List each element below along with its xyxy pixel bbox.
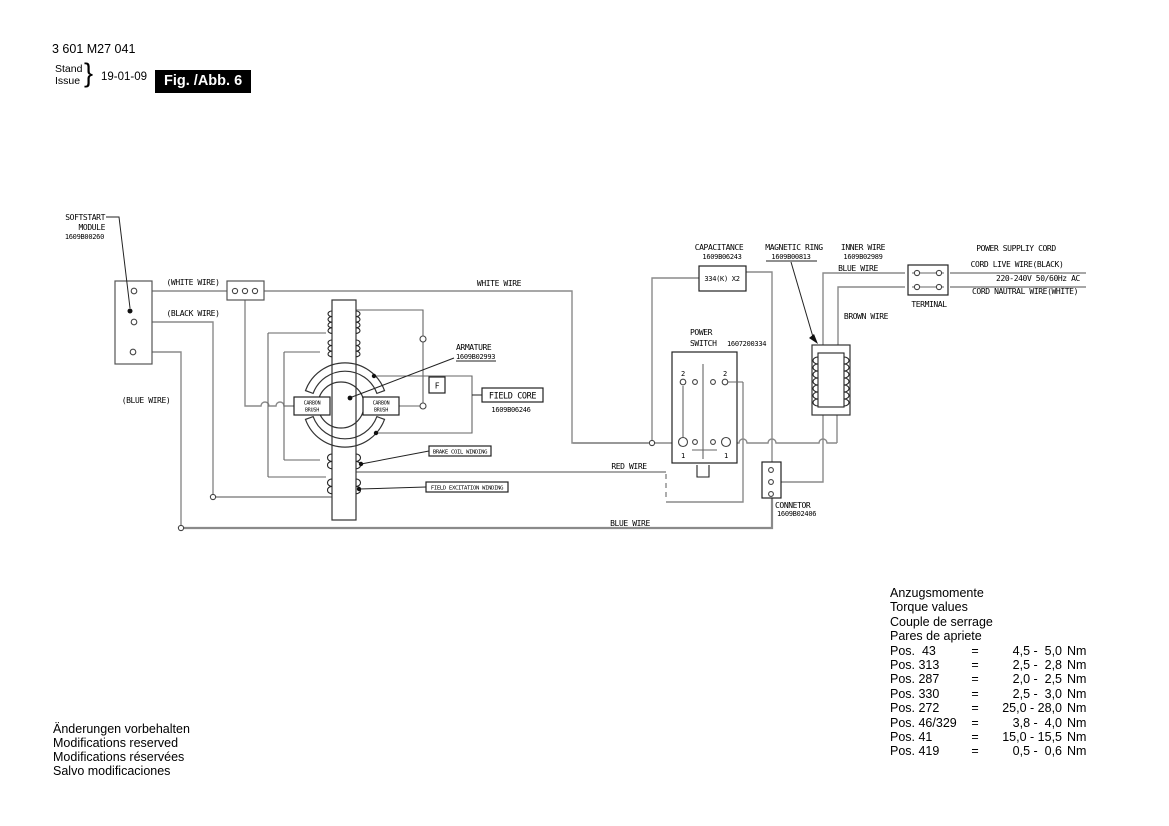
armature-label: ARMATURE — [456, 343, 492, 352]
connector-part-number: 1609B02406 — [777, 510, 817, 518]
power-cord-labels — [971, 244, 1081, 296]
torque-pos: Pos. 313 — [890, 658, 940, 673]
torque-row — [890, 716, 1086, 730]
torque-row — [890, 644, 1086, 658]
equals-sign: = — [971, 701, 979, 716]
three-pin-connector — [227, 281, 264, 300]
connector-label: CONNETOR — [775, 501, 811, 510]
torque-row — [890, 701, 1086, 715]
junction-dot — [210, 494, 215, 499]
power-switch-label-2: SWITCH — [690, 339, 717, 348]
power-switch-label-1: POWER — [690, 328, 713, 337]
terminal-label: TERMINAL — [911, 300, 947, 309]
torque-unit: Nm — [1067, 701, 1087, 716]
cord-neutral-wire-label: CORD NAUTRAL WIRE(WHITE) — [972, 287, 1078, 296]
torque-range: 4,5 - 5,0 — [1012, 643, 1062, 658]
torque-pos: Pos. 419 — [890, 744, 940, 759]
equals-sign: = — [971, 672, 979, 687]
torque-row — [890, 687, 1086, 701]
torque-heading-de: Anzugsmomente — [890, 586, 984, 600]
equals-sign: = — [971, 715, 979, 730]
softstart-label-2: MODULE — [78, 223, 105, 232]
field-core-part-number: 1609B06246 — [491, 406, 531, 414]
brake-coil-winding-label: BRAKE COIL WINDING — [432, 449, 488, 456]
capacitor — [695, 243, 746, 291]
white-wire-label: WHITE WIRE — [476, 279, 522, 288]
issue-label: Issue — [55, 74, 81, 87]
torque-heading-fr: Couple de serrage — [890, 614, 993, 629]
torque-pos: Pos. 287 — [890, 672, 940, 687]
magnetic-ring-part-number: 1609B00813 — [771, 253, 811, 261]
torque-unit: Nm — [1067, 730, 1087, 745]
stand-label: Stand — [55, 63, 83, 75]
torque-pos: Pos. 46/329 — [890, 715, 957, 730]
torque-unit: Nm — [1067, 643, 1087, 658]
softstart-label-1: SOFTSTART — [65, 213, 105, 222]
torque-unit: Nm — [1067, 686, 1087, 701]
equals-sign: = — [971, 686, 979, 701]
red-wire-label: RED WIRE — [611, 462, 647, 471]
torque-pos: Pos. 330 — [890, 686, 940, 701]
carbon-brush-right-label2: BRUSH — [373, 407, 389, 414]
motor-assembly — [268, 300, 543, 520]
torque-pos: Pos. 41 — [890, 730, 933, 745]
notice-de: Änderungen vorbehalten — [53, 722, 190, 736]
torque-row — [890, 658, 1086, 672]
cord-voltage-label: 220-240V 50/60Hz AC — [996, 274, 1080, 283]
switch-terminal-2a: 2 — [681, 370, 685, 378]
carbon-brush-left-label1: CARBON — [303, 400, 321, 407]
connector-right — [762, 462, 816, 518]
softstart-module — [65, 213, 152, 364]
blue-wire-bottom-label: BLUE WIRE — [610, 519, 650, 528]
capacitance-label: CAPACITANCE — [694, 243, 744, 252]
equals-sign: = — [971, 658, 979, 673]
carbon-brush-right — [363, 397, 399, 415]
torque-range: 0,5 - 0,6 — [1012, 744, 1062, 759]
black-wire-paren-label: (BLACK WIRE) — [166, 309, 220, 318]
notice-fr: Modifications réservées — [53, 750, 185, 764]
softstart-part-number: 1609B00260 — [64, 233, 104, 241]
blue-wire-right-label: BLUE WIRE — [838, 264, 878, 273]
torque-unit: Nm — [1067, 715, 1087, 730]
modification-notice — [53, 722, 190, 778]
equals-sign: = — [971, 730, 979, 745]
torque-heading-es: Pares de apriete — [890, 629, 982, 644]
notice-en: Modifications reserved — [53, 736, 179, 750]
torque-row — [890, 730, 1086, 744]
cord-live-wire-label: CORD LIVE WIRE(BLACK) — [970, 260, 1064, 269]
torque-heading-en: Torque values — [890, 600, 968, 615]
magnetic-ring-label: MAGNETIC RING — [765, 243, 823, 252]
torque-row — [890, 672, 1086, 686]
white-wire-paren-label: (WHITE WIRE) — [166, 278, 220, 287]
field-core-label: FIELD CORE — [488, 391, 537, 402]
capacitor-value: 334(K) X2 — [704, 275, 740, 283]
document-part-number: 3 601 M27 041 — [52, 42, 136, 56]
torque-unit: Nm — [1067, 744, 1087, 759]
torque-table — [890, 586, 1086, 759]
torque-unit: Nm — [1067, 658, 1087, 673]
torque-row — [890, 744, 1086, 758]
inner-wire-label: INNER WIRE — [840, 243, 886, 252]
notice-es: Salvo modificaciones — [53, 764, 171, 778]
torque-range: 3,8 - 4,0 — [1012, 715, 1062, 730]
inner-wire-part-number: 1609B02989 — [843, 253, 883, 261]
torque-range: 2,5 - 2,8 — [1012, 658, 1062, 673]
equals-sign: = — [971, 643, 979, 658]
blue-wire-paren-label: (BLUE WIRE) — [121, 396, 171, 405]
torque-range: 2,5 - 3,0 — [1012, 686, 1062, 701]
junction-dot — [649, 440, 654, 445]
carbon-brush-left — [294, 397, 330, 415]
armature-part-number: 1609B02993 — [456, 353, 496, 361]
torque-range: 2,0 - 2,5 — [1012, 672, 1062, 687]
issue-date: 19-01-09 — [101, 71, 148, 83]
carbon-brush-left-label2: BRUSH — [304, 407, 320, 414]
wires — [135, 272, 1086, 531]
equals-sign: = — [971, 744, 979, 759]
switch-terminal-2b: 2 — [723, 370, 727, 378]
torque-pos: Pos. 272 — [890, 701, 940, 716]
torque-range: 25,0 - 28,0 — [1002, 701, 1062, 716]
torque-pos: Pos. 43 — [890, 643, 936, 658]
brown-wire-label: BROWN WIRE — [843, 312, 889, 321]
field-marker-f: F — [434, 381, 440, 391]
figure-badge: Fig. /Abb. 6 — [155, 70, 251, 93]
torque-range: 15,0 - 15,5 — [1002, 730, 1062, 745]
capacitance-part-number: 1609B06243 — [702, 253, 742, 261]
switch-terminal-1b: 1 — [724, 452, 728, 460]
terminal-block — [908, 265, 948, 309]
power-cord-title: POWER SUPPLIY CORD — [976, 244, 1056, 253]
brace-glyph: } — [84, 58, 94, 88]
field-excitation-winding-label: FIELD EXCITATION WINDING — [430, 485, 504, 492]
carbon-brush-right-label1: CARBON — [372, 400, 390, 407]
power-switch — [672, 328, 766, 477]
power-switch-part-number: 1607200334 — [727, 340, 767, 348]
junction-dot — [178, 525, 183, 530]
torque-unit: Nm — [1067, 672, 1087, 687]
switch-terminal-1a: 1 — [681, 452, 685, 460]
